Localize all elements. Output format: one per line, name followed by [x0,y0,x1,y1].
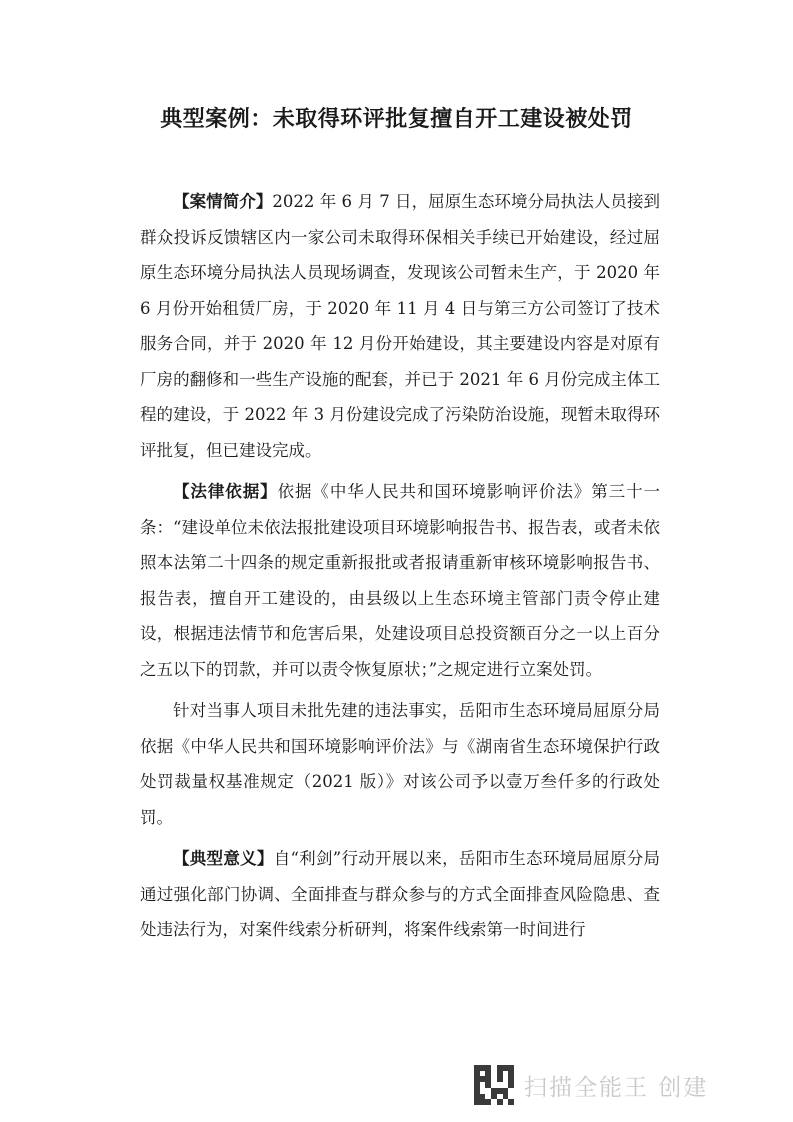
paragraph-text-significance: 自“利剑”行动开展以来，岳阳市生态环境局屈原分局通过强化部门协调、全面排查与群众参与的方式全面排查风险隐患、查处违法行为，对案件线索分析研判，将案件线索第一时间进行 [140,849,661,939]
paragraph-significance [140,841,660,948]
paragraph-penalty [140,693,660,835]
paragraph-legal-basis [140,474,660,687]
document-body [140,184,660,954]
paragraph-text-case-summary: 2022 年 6 月 7 日，屈原生态环境分局执法人员接到群众投诉反馈辖区内一家公司未取得环保相关手续已开始建设，经过屈原生态环境分局执法人员现场调查，发现该公司暂未生产，于 2020 年 6 月份开始租赁厂房，于 2020 年 11 月 4 日与第三方公司签订了技术服务合同，并于 2020 年 12 月份开始建设，其主要建设内容是对原有厂房的翻修和一些生产设施的配套，并已于 2021 年 6 月份完成主体工程的建设，于 2022 年 3 月份建设完成了污染防治设施，现暂未取得环评批复，但已建设完成。 [140,192,661,460]
section-label-significance: 【典型意义】 [173,849,274,868]
paragraph-text-penalty: 针对当事人项目未批先建的违法事实，岳阳市生态环境局屈原分局依据《中华人民共和国环境影响评价法》与《湖南省生态环境保护行政处罚裁量权基准规定（2021 版）》对该公司予以壹万叁仟多的行政处罚。 [140,701,660,827]
paragraph-case-summary [140,184,660,468]
section-label-case-summary: 【案情简介】 [173,192,273,211]
section-label-legal-basis: 【法律依据】 [173,482,278,501]
qr-code-icon [474,1065,514,1105]
paragraph-text-legal-basis: 依据《中华人民共和国环境影响评价法》第三十一条：“建设单位未依法报批建设项目环境影响报告书、报告表，或者未依照本法第二十四条的规定重新报批或者报请重新审核环境影响报告书、报告表，擅自开工建设的，由县级以上生态环境主管部门责令停止建设，根据违法情节和危害后果，处建设项目总投资额百分之一以上百分之五以下的罚款，并可以责令恢复原状；”之规定进行立案处罚。 [140,482,661,679]
watermark-text: 扫描全能王 创建 [524,1074,709,1101]
scanner-watermark [474,1062,708,1108]
document-title: 典型案例：未取得环评批复擅自开工建设被处罚 [160,107,633,132]
